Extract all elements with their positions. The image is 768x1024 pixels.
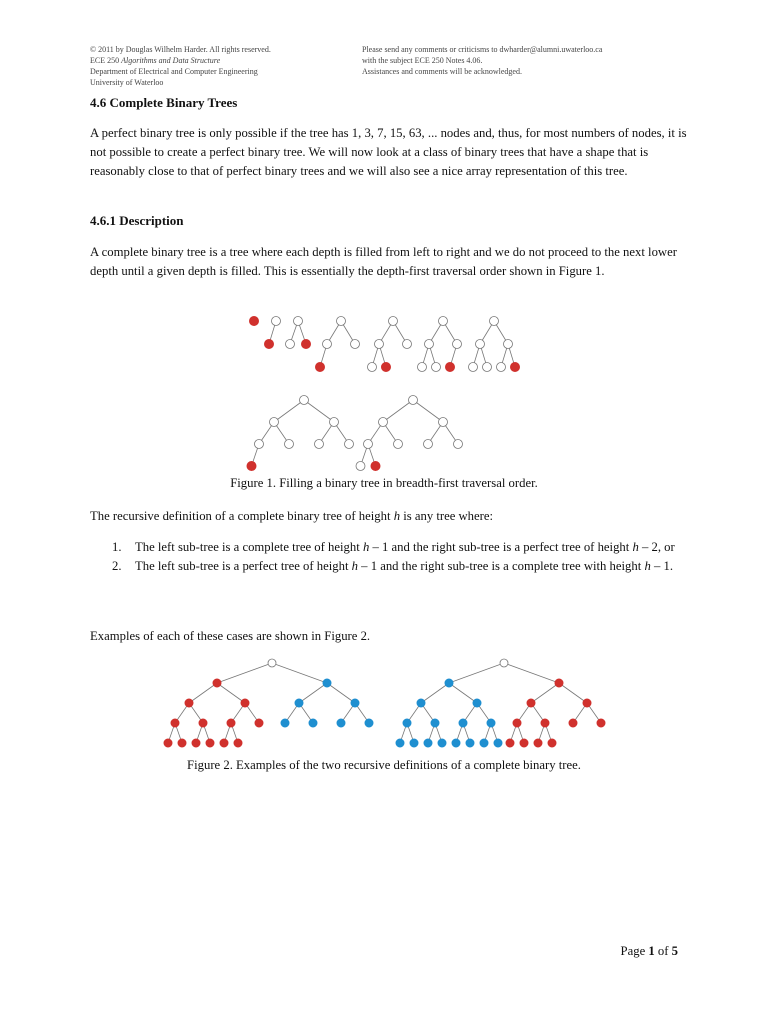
tree-node-filled [171,719,179,727]
header-left [90,44,350,88]
tree-node-filled [234,739,242,747]
tree-node-empty [483,363,492,372]
tree-node-filled [365,719,373,727]
definition-case-2: 2. The left sub-tree is a perfect tree of height h – 1 and the right sub-tree is a complete tree with height h – 1. [112,559,673,573]
tree-edge [304,400,334,422]
comments-line: Please send any comments or criticisms to dwharder@alumni.uwaterloo.ca [362,45,603,54]
tree-node-empty [286,340,295,349]
subsection-title: 4.6.1 Description [90,213,184,228]
tree-node-empty [389,317,398,326]
tree-node-empty [394,440,403,449]
tree-node-filled [494,739,502,747]
tree-node-filled [220,739,228,747]
tree-node-filled [424,739,432,747]
tree-node-filled [309,719,317,727]
tree-node-empty [424,440,433,449]
tree-node-filled [534,739,542,747]
definition-case-1: 1. The left sub-tree is a complete tree of height h – 1 and the right sub-tree is a perfect tree of height h – 2, or [112,540,675,554]
page-number: Page 1 of 5 [620,944,678,958]
tree-node-empty [476,340,485,349]
tree-node-filled [316,363,325,372]
tree-edge [449,663,504,683]
tree-node-empty [375,340,384,349]
tree-node-empty [453,340,462,349]
tree-node-filled [185,699,193,707]
tree-node-filled [178,739,186,747]
tree-node-empty [294,317,303,326]
tree-node-empty [497,363,506,372]
tree-edge [327,683,355,703]
tree-node-filled [247,462,256,471]
examples-paragraph: Examples of each of these cases are shown in Figure 2. [90,629,371,643]
tree-node-filled [417,699,425,707]
definition-cases-list [90,538,690,576]
header-right [362,44,692,77]
tree-node-filled [295,699,303,707]
tree-node-filled [192,739,200,747]
tree-node-empty [268,659,276,667]
tree-node-filled [555,679,563,687]
tree-node-filled [199,719,207,727]
tree-edge [559,683,587,703]
tree-edge [413,400,443,422]
recursive-definition-intro: The recursive definition of a complete binary tree of height h is any tree where: [90,509,494,523]
tree-node-filled [351,699,359,707]
tree-node-filled [410,739,418,747]
tree-node-filled [255,719,263,727]
tree-node-filled [583,699,591,707]
figure-1-caption: Figure 1. Filling a binary tree in breadth-first traversal order. [230,476,538,490]
course-line: ECE 250 Algorithms and Data Structure [90,56,221,65]
tree-node-filled [431,719,439,727]
tree-node-empty [270,418,279,427]
tree-node-filled [382,363,391,372]
tree-node-filled [513,719,521,727]
tree-node-filled [206,739,214,747]
tree-node-empty [323,340,332,349]
tree-node-empty [315,440,324,449]
tree-edge [504,663,559,683]
figure-2-diagram [0,655,768,765]
tree-edge [272,663,327,683]
tree-node-empty [285,440,294,449]
department-line: Department of Electrical and Computer Engineering [90,67,258,76]
tree-node-empty [356,462,365,471]
tree-node-filled [396,739,404,747]
copyright-line: © 2011 by Douglas Wilhelm Harder. All rights reserved. [90,45,271,54]
tree-edge [449,683,477,703]
tree-node-filled [438,739,446,747]
tree-node-empty [439,317,448,326]
tree-node-filled [371,462,380,471]
tree-node-filled [323,679,331,687]
tree-node-empty [364,440,373,449]
tree-edge [217,683,245,703]
tree-edge [189,683,217,703]
tree-node-empty [418,363,427,372]
tree-node-empty [432,363,441,372]
tree-node-filled [569,719,577,727]
tree-node-empty [345,440,354,449]
section-title: 4.6 Complete Binary Trees [90,95,238,110]
description-paragraph: A complete binary tree is a tree where each depth is filled from left to right and we do not proceed to the next lower depth until a given depth is filled. This is essentially the depth-first traversal order shown in Figure 1. [90,245,677,278]
tree-node-empty [454,440,463,449]
tree-node-filled [480,739,488,747]
tree-node-empty [425,340,434,349]
tree-node-filled [506,739,514,747]
tree-node-empty [469,363,478,372]
tree-node-filled [337,719,345,727]
tree-node-empty [403,340,412,349]
tree-node-filled [597,719,605,727]
tree-node-filled [487,719,495,727]
tree-edge [421,683,449,703]
tree-node-filled [511,363,520,372]
tree-node-filled [445,679,453,687]
tree-node-filled [446,363,455,372]
tree-node-empty [490,317,499,326]
tree-node-empty [368,363,377,372]
tree-node-filled [466,739,474,747]
tree-node-empty [504,340,513,349]
tree-node-filled [459,719,467,727]
acknowledge-line: Assistances and comments will be acknowledged. [362,67,522,76]
tree-node-empty [337,317,346,326]
subject-line: with the subject ECE 250 Notes 4.06. [362,56,483,65]
figure-2-caption: Figure 2. Examples of the two recursive definitions of a complete binary tree. [187,758,581,772]
tree-node-filled [302,340,311,349]
tree-node-filled [403,719,411,727]
figure-1-diagram [0,310,768,490]
tree-edge [274,400,304,422]
university-line: University of Waterloo [90,78,164,87]
tree-node-empty [255,440,264,449]
tree-node-filled [520,739,528,747]
tree-node-empty [500,659,508,667]
tree-node-filled [241,699,249,707]
tree-node-empty [351,340,360,349]
tree-node-filled [541,719,549,727]
tree-node-filled [164,739,172,747]
tree-node-filled [473,699,481,707]
tree-node-filled [548,739,556,747]
tree-edge [383,400,413,422]
tree-node-filled [527,699,535,707]
tree-edge [217,663,272,683]
tree-node-empty [272,317,281,326]
tree-node-empty [300,396,309,405]
tree-node-empty [409,396,418,405]
intro-paragraph: A perfect binary tree is only possible if the tree has 1, 3, 7, 15, 63, ... nodes and, thus, for most numbers of nodes, it is not possible to create a perfect binary tree. We will now look at a class of binary trees that have a shape that is reasonably close to that of perfect binary trees and we will also see a nice array representation of this tree. [90,126,687,178]
tree-node-filled [265,340,274,349]
tree-node-filled [281,719,289,727]
tree-edge [299,683,327,703]
tree-edge [531,683,559,703]
tree-node-empty [439,418,448,427]
tree-node-filled [250,317,259,326]
tree-node-filled [227,719,235,727]
tree-node-empty [330,418,339,427]
tree-node-filled [213,679,221,687]
tree-node-empty [379,418,388,427]
tree-node-filled [452,739,460,747]
